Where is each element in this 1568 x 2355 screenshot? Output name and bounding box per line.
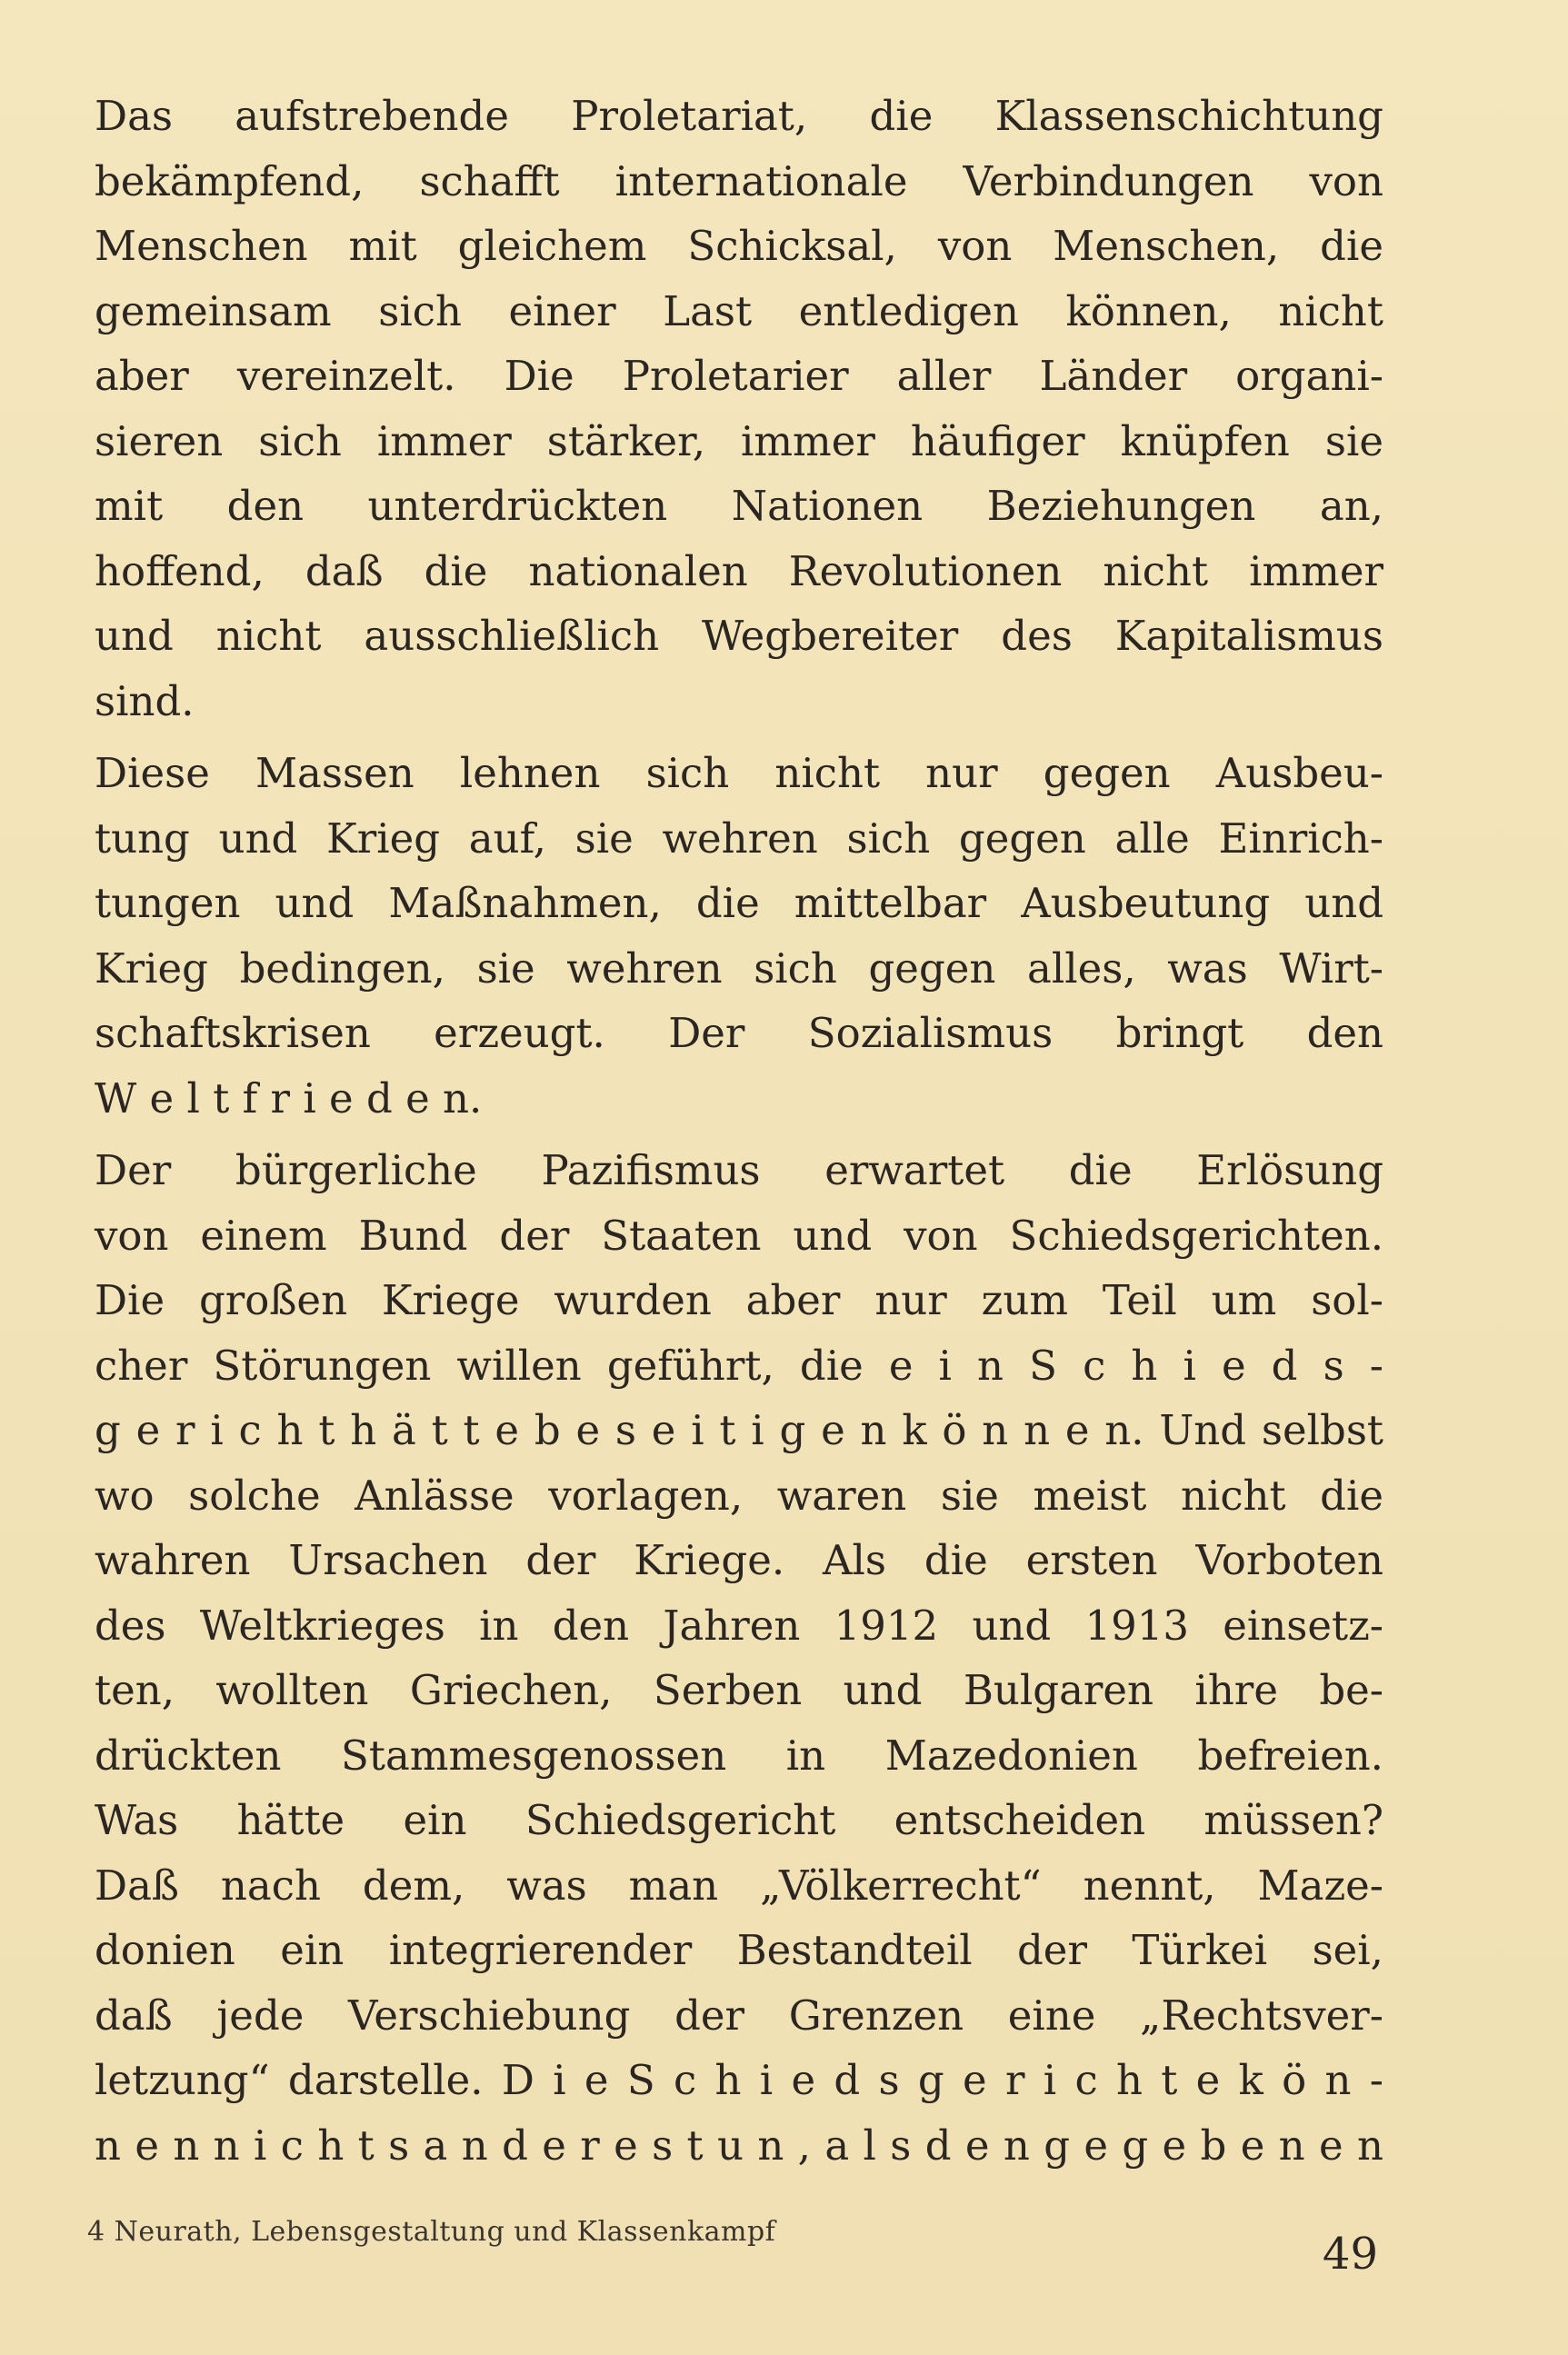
text-line: sieren sich immer stärker, immer häufiger knüpfen sie (95, 416, 1383, 465)
text-line: n e n n i c h t s a n d e r e s t u n , a l s d e n g e g e b e n e n (95, 2120, 1383, 2170)
text-line: und nicht ausschließlich Wegbereiter des Kapitalismus (95, 612, 1383, 660)
page-number: 49 (1322, 2229, 1378, 2280)
text-line: Daß nach dem, was man „Völkerrecht“ nennt, Maze- (95, 1861, 1383, 1910)
text-line: wahren Ursachen der Kriege. Als die ersten Vorboten (95, 1536, 1383, 1584)
text-line: Diese Massen lehnen sich nicht nur gegen Ausbeu- (95, 749, 1383, 797)
text-line: hoffend, daß die nationalen Revolutionen nicht immer (95, 546, 1383, 595)
text-line: gemeinsam sich einer Last entledigen können, nicht (95, 286, 1383, 335)
text-line: tung und Krieg auf, sie wehren sich gegen alle Einrich- (95, 813, 1383, 863)
text-line: daß jede Verschiebung der Grenzen eine „Rechtsver- (95, 1991, 1383, 2040)
text-line: Was hätte ein Schiedsgericht entscheiden müssen? (95, 1796, 1383, 1844)
body-text (95, 84, 1383, 2178)
text-line: sind. (95, 676, 195, 725)
text-line: g e r i c h t h ä t t e b e s e i t i g e n k ö n n e n. Und selbst (95, 1406, 1383, 1454)
text-line: ten, wollten Griechen, Serben und Bulgaren ihre be- (95, 1666, 1383, 1714)
paragraph-1 (95, 84, 1383, 733)
text-line: Die großen Kriege wurden aber nur zum Teil um sol- (95, 1276, 1383, 1324)
paragraph-3 (95, 1138, 1383, 2178)
text-line: aber vereinzelt. Die Proletarier aller Länder organi- (95, 352, 1383, 400)
text-line: Menschen mit gleichem Schicksal, von Menschen, die (95, 222, 1383, 270)
text-line: schaftskrisen erzeugt. Der Sozialismus bringt den (95, 1009, 1383, 1057)
text-line: Krieg bedingen, sie wehren sich gegen alles, was Wirt- (95, 943, 1383, 993)
paragraph-2 (95, 741, 1383, 1131)
text-line: Der bürgerliche Pazifismus erwartet die Erlösung (95, 1146, 1383, 1194)
text-line: Das aufstrebende Proletariat, die Klassenschichtung (95, 92, 1383, 140)
text-line: letzung“ darstelle. D i e S c h i e d s g e r i c h t e k ö n - (95, 2056, 1383, 2104)
signature-mark: 4 Neurath, Lebensgestaltung und Klassenkampf (87, 2216, 776, 2248)
text-line: donien ein integrierender Bestandteil der Türkei sei, (95, 1926, 1383, 1974)
text-line: tungen und Maßnahmen, die mittelbar Ausbeutung und (95, 879, 1383, 927)
text-line: wo solche Anlässe vorlagen, waren sie meist nicht die (95, 1471, 1383, 1520)
text-line: von einem Bund der Staaten und von Schiedsgerichten. (95, 1211, 1383, 1260)
text-line: drückten Stammesgenossen in Mazedonien befreien. (95, 1731, 1383, 1780)
text-line: des Weltkrieges in den Jahren 1912 und 1913 einsetz- (95, 1601, 1383, 1650)
text-line: cher Störungen willen geführt, die e i n S c h i e d s - (95, 1341, 1383, 1390)
text-line: bekämpfend, schafft internationale Verbindungen von (95, 156, 1383, 205)
page-footer (87, 2209, 1378, 2290)
text-line: W e l t f r i e d e n. (95, 1073, 483, 1123)
text-line: mit den unterdrückten Nationen Beziehungen an, (95, 482, 1383, 530)
